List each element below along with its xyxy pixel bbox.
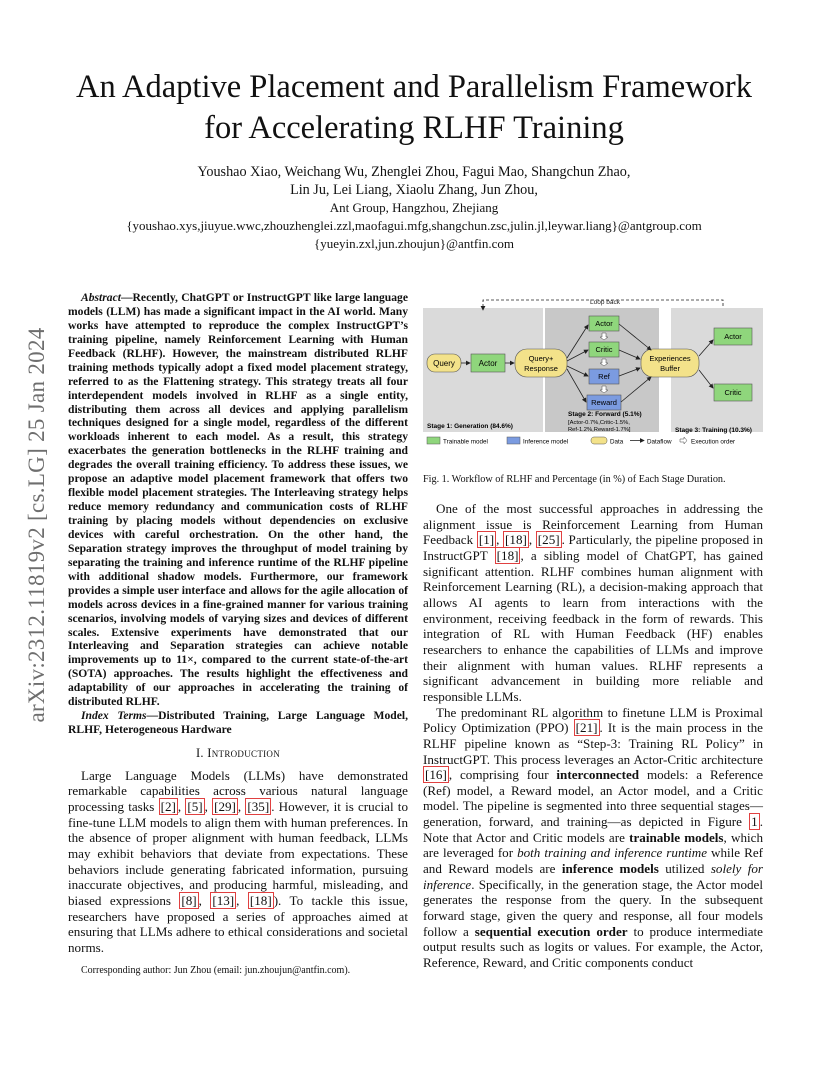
- legend-inference-swatch: [507, 437, 520, 444]
- legend-trainable: Trainable model: [443, 438, 488, 445]
- paragraph-rlhf-intro: One of the most successful approaches in addressing the alignment issue is Reinforcement Learning from Human Feedback [1] , [18] , [25] . Particularly, the pipeline proposed in InstructGPT [18] , a sibling model of ChatGPT, has gained significant attention. RLHF combines human alignment with Reinforcement Learning (RL), a decision-making approach that allows AI agents to learn from interactions with the environment, receiving feedback in the form of rewards. This integration of RL with Human Feedback (HF) enables researchers to enhance the capabilities of LLMs and improve their alignment with human values. RLHF represents a significant advancement in building more reliable and responsible LLMs.: [423, 501, 763, 704]
- actor-forward-label: Actor: [595, 319, 613, 328]
- author-line-2: Lin Ju, Lei Liang, Xiaolu Zhang, Jun Zhou,: [290, 182, 538, 198]
- index-terms-text: —Distributed Training, Large Language Model, RLHF, Heterogeneous Hardware: [68, 709, 408, 737]
- legend-execution: Execution order: [691, 438, 736, 445]
- abstract-label: Abstract: [81, 291, 121, 304]
- title-line-1: An Adaptive Placement and Parallelism Framework: [75, 69, 752, 105]
- loop-back-label: Loop back: [590, 299, 620, 306]
- reward-label: Reward: [591, 398, 617, 407]
- query-response-label-1: Query+: [528, 354, 554, 363]
- citation-link[interactable]: [18]: [249, 892, 272, 908]
- citation-link[interactable]: [5]: [187, 798, 203, 814]
- legend-inference: Inference model: [523, 438, 569, 445]
- citation-link[interactable]: [18]: [505, 532, 527, 548]
- citation-link[interactable]: [8]: [181, 892, 197, 908]
- abstract: [68, 291, 408, 709]
- author-line-1: Youshao Xiao, Weichang Wu, Zhenglei Zhou, Fagui Mao, Shangchun Zhao,: [197, 164, 631, 180]
- title-line-2: for Accelerating RLHF Training: [204, 110, 624, 146]
- query-label: Query: [433, 359, 455, 368]
- critic-forward-label: Critic: [595, 345, 613, 354]
- stage-1-label: Stage 1: Generation (84.6%): [427, 423, 513, 430]
- emails-2: {yueyin.zxl,jun.zhoujun}@antfin.com: [314, 236, 514, 251]
- figure-caption: Fig. 1. Workflow of RLHF and Percentage (in %) of Each Stage Duration.: [423, 474, 726, 485]
- left-column: [68, 291, 408, 977]
- intro-paragraph: Large Language Models (LLMs) have demonstrated remarkable capabilities across various natural language processing tasks [2] , [5] , [29] , [35] . However, it is crucial to fine-tune LLM models to align them with human preferences. In the absence of proper alignment with human feedback, LLMs may exhibit behaviors that deviate from expectations. These behaviors include generating fabricated information, pursuing inaccurate objectives, and producing harmful, misleading, and biased expressions [8] , [13] , [18] ). To tackle this issue, researchers have proposed a series of approaches aimed at ensuring that LLMs adhere to ethical considerations and societal norms.: [68, 767, 408, 955]
- citation-link[interactable]: [13]: [212, 892, 235, 908]
- actor-train-label: Actor: [724, 332, 742, 341]
- legend-data: Data: [610, 438, 624, 445]
- section-heading-introduction: I. Introduction: [195, 746, 281, 760]
- legend-data-swatch: [591, 437, 607, 444]
- paragraph-ppo: The predominant RL algorithm to finetune LLM is Proximal Policy Optimization (PPO) [21] . It is the main process in the RLHF pipeline known as “Step-3: Training RL Policy” in InstructGPT. This process leverages an Actor-Critic architecture [16] , comprising four interconnected models: a Reference (Ref) model, a Reward model, an Actor model, and a Critic model. The pipeline is segmented into three sequential stages—generation, forward, and training—as depicted in Figure 1 . Note that Actor and Critic models are trainable models, which are leveraged for both training and inference runtime while Ref and Reward models are inference models utilized solely for inference. Specifically, in the generation stage, the Actor model generates the response from the query. In the subsequent forward stage, given the query and response, all four models follow a sequential execution order to produce intermediate output results such as logits or values. For example, the Actor, Reference, Reward, and Critic components conduct: [423, 704, 764, 971]
- footnote: Corresponding author: Jun Zhou (email: jun.zhoujun@antfin.com).: [81, 964, 351, 976]
- author-block: [60, 163, 768, 253]
- actor-gen-label: Actor: [478, 359, 498, 368]
- stage-3-label: Stage 3: Training (10.3%): [675, 427, 752, 434]
- index-terms: [68, 709, 408, 737]
- citation-link[interactable]: [21]: [575, 720, 598, 736]
- citation-link[interactable]: [18]: [496, 547, 519, 563]
- citation-link[interactable]: [25]: [537, 532, 560, 548]
- legend-execution-arrow: [680, 437, 687, 444]
- legend-trainable-swatch: [427, 437, 440, 444]
- right-column: [423, 501, 763, 971]
- paper-title: [60, 67, 768, 149]
- citation-link[interactable]: [29]: [214, 798, 236, 814]
- arxiv-stamp: arXiv:2312.11819v2 [cs.LG] 25 Jan 2024: [24, 327, 49, 723]
- abstract-text: —Recently, ChatGPT or InstructGPT like large language models (LLM) has made a significant impact in the AI world. Many works have attempted to reproduce the complex InstructGPT’s training pipeline, namely Reinforcement Learning with Human Feedback (RLHF). However, the mainstream distributed RLHF training methods typically adopt a fixed model placement strategy, referred to as the Flattening strategy. This strategy treats all four interdependent models involved in RLHF as a single entity, distributing them across all devices and applying parallelism techniques designed for a single model, regardless of the different workloads inherent to each model. As a result, this strategy exacerbates the generation bottlenecks in the RLHF training and degrades the overall training efficiency. To address these issues, we propose an adaptive model placement framework that offers two flexible model placement strategies. The Interleaving strategy helps reduce memory redundancy and communication costs of RLHF training by placing models without dependencies on exclusive devices with careful orchestration. On the other hand, the Separation strategy improves the throughput of model training by separating the training and inference runtime of the RLHF pipeline with additional shadow models. Furthermore, our framework provides a simple user interface and allows for the agile allocation of models across devices in a fine-grained manner for various training scenarios, involving models of varying sizes and devices of different scales. Extensive experiments have demonstrated that our Interleaving and Separation strategies can achieve notable improvements up to 11×, compared to the current state-of-the-art (SOTA) approaches. The results highlight the effectiveness and adaptability of our approaches in accelerating the training of distributed RLHF.: [68, 291, 408, 709]
- citation-link[interactable]: [1]: [478, 532, 495, 548]
- stage-2-label: Stage 2: Forward (5.1%): [568, 411, 642, 418]
- citation-link[interactable]: [2]: [160, 798, 176, 814]
- citation-link[interactable]: [16]: [425, 767, 447, 783]
- index-terms-label: Index Terms: [81, 709, 147, 723]
- emails-1: {youshao.xys,jiuyue.wwc,zhouzhenglei.zzl,maofagui.mfg,shangchun.zsc,julin.jl,leywar.liang}@antgroup.com: [126, 218, 702, 233]
- stage-2-detail-1: [Actor-0.7%,Critic-1.5%,: [568, 420, 630, 426]
- legend-dataflow: Dataflow: [647, 438, 672, 445]
- figure-link[interactable]: 1: [751, 814, 758, 830]
- affiliation: Ant Group, Hangzhou, Zhejiang: [329, 200, 499, 215]
- rlhf-workflow-figure: [423, 298, 763, 445]
- ref-label: Ref: [598, 372, 610, 381]
- citation-link[interactable]: [35]: [247, 798, 270, 814]
- experiences-label-1: Experiences: [649, 354, 691, 363]
- critic-train-label: Critic: [724, 388, 742, 397]
- experiences-label-2: Buffer: [660, 364, 680, 373]
- stage-2-detail-2: Ref-1.2%,Reward-1.7%]: [568, 427, 631, 433]
- query-response-label-2: Response: [524, 364, 558, 373]
